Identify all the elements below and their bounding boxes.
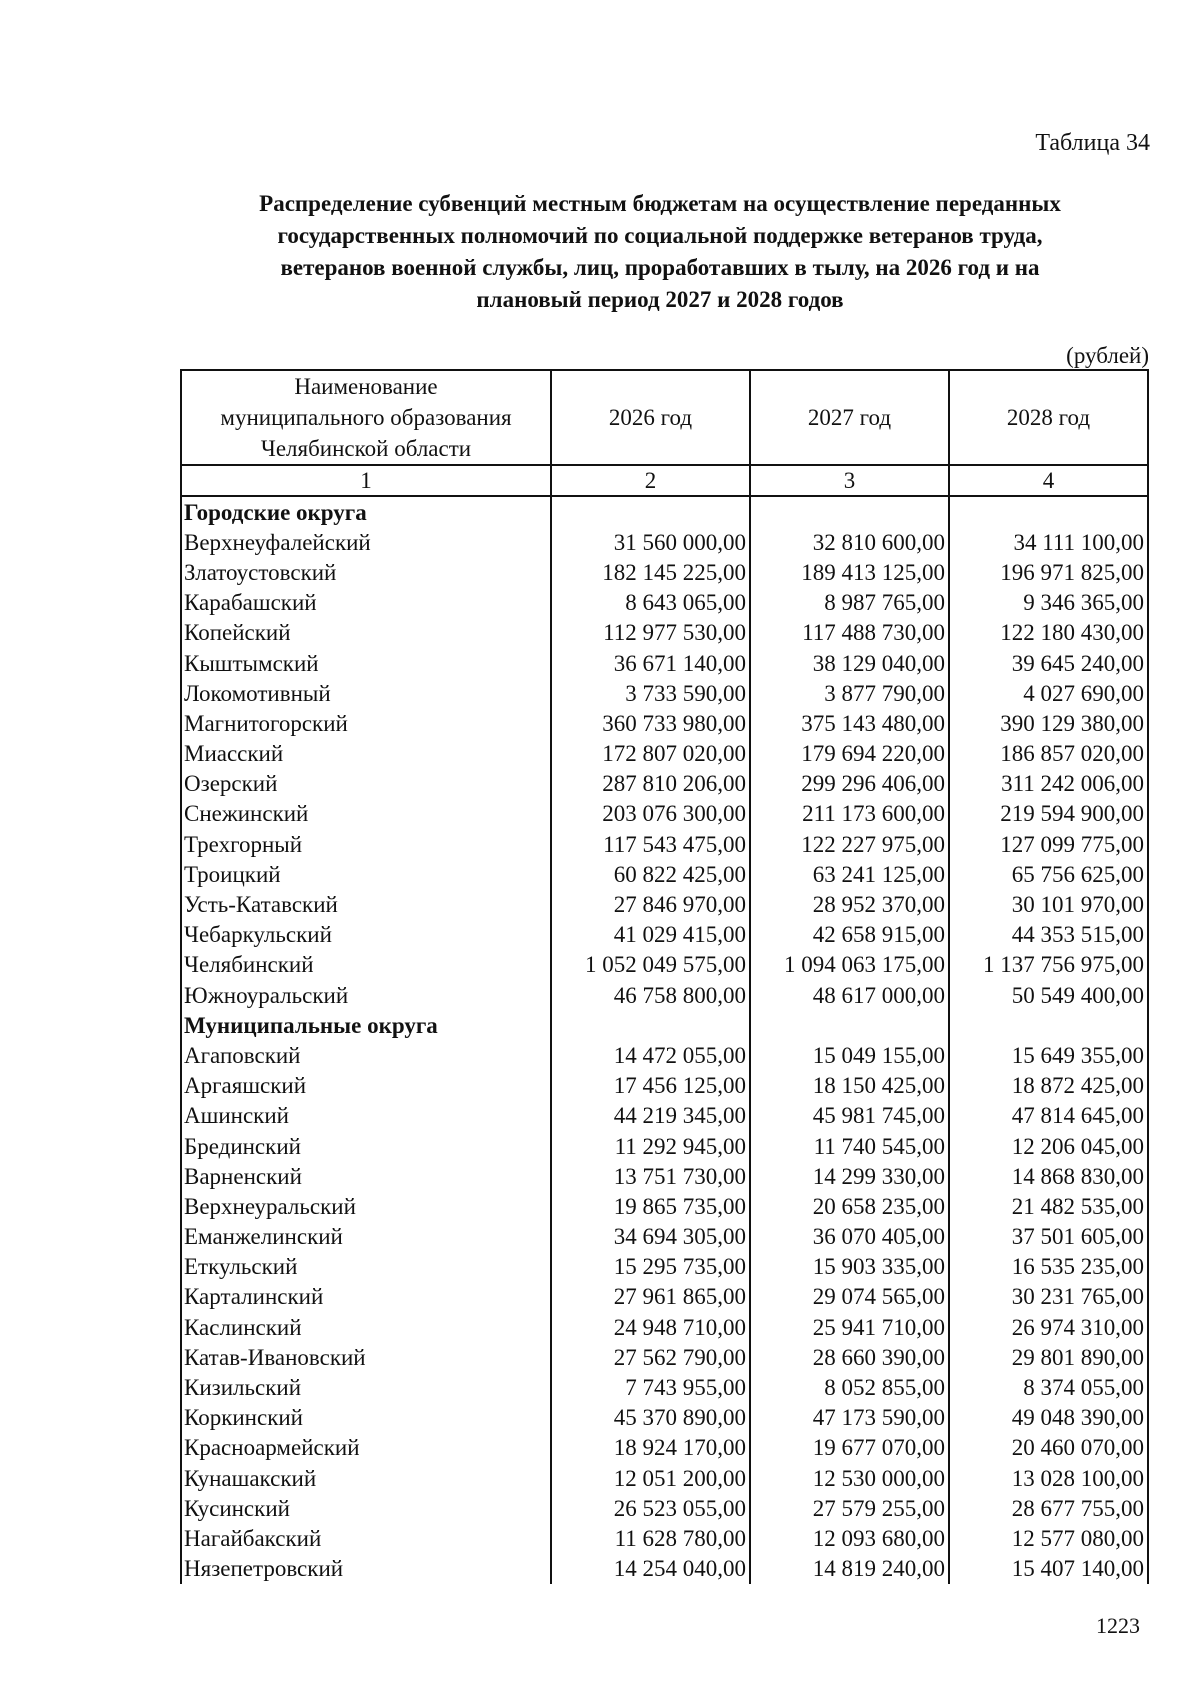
municipality-name: Магнитогорский xyxy=(181,708,551,738)
municipality-name: Еткульский xyxy=(181,1252,551,1282)
amount-2028: 47 814 645,00 xyxy=(949,1101,1148,1131)
unit-label: (рублей) xyxy=(1066,343,1149,368)
column-number: 1 xyxy=(181,465,551,496)
amount-2027: 8 052 855,00 xyxy=(750,1372,949,1402)
amount-2028: 30 231 765,00 xyxy=(949,1282,1148,1312)
amount-2026: 24 948 710,00 xyxy=(551,1312,750,1342)
table-row xyxy=(181,708,1148,738)
header-2027: 2027 год xyxy=(750,370,949,465)
amount-2026: 117 543 475,00 xyxy=(551,829,750,859)
municipality-name: Кунашакский xyxy=(181,1463,551,1493)
municipality-name: Верхнеуфалейский xyxy=(181,527,551,557)
municipality-name: Снежинский xyxy=(181,799,551,829)
amount-2027: 3 877 790,00 xyxy=(750,678,949,708)
municipality-name: Каслинский xyxy=(181,1312,551,1342)
amount-2027: 189 413 125,00 xyxy=(750,557,949,587)
section-title: Городские округа xyxy=(181,496,551,527)
header-name-line: Наименование xyxy=(294,374,438,399)
header-name-line: Челябинской области xyxy=(260,436,472,461)
amount-2026: 1 052 049 575,00 xyxy=(551,950,750,980)
amount-2026: 41 029 415,00 xyxy=(551,920,750,950)
municipality-name: Кизильский xyxy=(181,1372,551,1402)
amount-2028: 186 857 020,00 xyxy=(949,739,1148,769)
municipality-name: Озерский xyxy=(181,769,551,799)
amount-2028: 37 501 605,00 xyxy=(949,1222,1148,1252)
section-header-row xyxy=(181,1010,1148,1040)
amount-2027: 18 150 425,00 xyxy=(750,1071,949,1101)
table-row xyxy=(181,557,1148,587)
amount-2026: 203 076 300,00 xyxy=(551,799,750,829)
amount-2028: 12 206 045,00 xyxy=(949,1131,1148,1161)
table-row xyxy=(181,1161,1148,1191)
amount-2026: 14 472 055,00 xyxy=(551,1040,750,1070)
table-row xyxy=(181,1312,1148,1342)
title-line: государственных полномочий по социальной поддержке ветеранов труда, xyxy=(277,223,1043,248)
amount-2026: 8 643 065,00 xyxy=(551,588,750,618)
amount-2028: 34 111 100,00 xyxy=(949,527,1148,557)
table-row xyxy=(181,859,1148,889)
municipality-name: Верхнеуральский xyxy=(181,1191,551,1221)
amount-2026: 11 292 945,00 xyxy=(551,1131,750,1161)
table-row xyxy=(181,1282,1148,1312)
amount-2026: 19 865 735,00 xyxy=(551,1191,750,1221)
table-row xyxy=(181,648,1148,678)
amount-2028: 196 971 825,00 xyxy=(949,557,1148,587)
amount-2026: 12 051 200,00 xyxy=(551,1463,750,1493)
municipality-name: Ашинский xyxy=(181,1101,551,1131)
municipality-name: Чебаркульский xyxy=(181,920,551,950)
amount-2028: 390 129 380,00 xyxy=(949,708,1148,738)
amount-2027: 122 227 975,00 xyxy=(750,829,949,859)
municipality-name: Коркинский xyxy=(181,1403,551,1433)
amount-2027: 12 093 680,00 xyxy=(750,1523,949,1553)
municipality-name: Аргаяшский xyxy=(181,1071,551,1101)
amount-2027: 1 094 063 175,00 xyxy=(750,950,949,980)
table-body xyxy=(181,496,1148,1584)
table-label: Таблица 34 xyxy=(1035,130,1150,156)
municipality-name: Усть-Катавский xyxy=(181,889,551,919)
amount-2026: 172 807 020,00 xyxy=(551,739,750,769)
municipality-name: Челябинский xyxy=(181,950,551,980)
amount-2027: 45 981 745,00 xyxy=(750,1101,949,1131)
table-row xyxy=(181,1493,1148,1523)
amount-2028: 20 460 070,00 xyxy=(949,1433,1148,1463)
amount-2026: 27 846 970,00 xyxy=(551,889,750,919)
amount-2028 xyxy=(949,496,1148,527)
amount-2028: 29 801 890,00 xyxy=(949,1342,1148,1372)
amount-2026: 3 733 590,00 xyxy=(551,678,750,708)
subvention-table xyxy=(180,369,1149,1584)
table-row xyxy=(181,920,1148,950)
amount-2028: 311 242 006,00 xyxy=(949,769,1148,799)
table-row xyxy=(181,1523,1148,1553)
amount-2026: 15 295 735,00 xyxy=(551,1252,750,1282)
amount-2026: 44 219 345,00 xyxy=(551,1101,750,1131)
table-row xyxy=(181,1252,1148,1282)
table-row xyxy=(181,618,1148,648)
municipality-name: Брединский xyxy=(181,1131,551,1161)
municipality-name: Карабашский xyxy=(181,588,551,618)
table-row xyxy=(181,527,1148,557)
municipality-name: Копейский xyxy=(181,618,551,648)
municipality-name: Варненский xyxy=(181,1161,551,1191)
amount-2028: 219 594 900,00 xyxy=(949,799,1148,829)
amount-2027: 48 617 000,00 xyxy=(750,980,949,1010)
column-number-row xyxy=(181,465,1148,496)
amount-2026: 36 671 140,00 xyxy=(551,648,750,678)
column-number: 3 xyxy=(750,465,949,496)
amount-2027: 20 658 235,00 xyxy=(750,1191,949,1221)
municipality-name: Златоустовский xyxy=(181,557,551,587)
amount-2028: 9 346 365,00 xyxy=(949,588,1148,618)
municipality-name: Троицкий xyxy=(181,859,551,889)
amount-2027: 19 677 070,00 xyxy=(750,1433,949,1463)
amount-2027: 29 074 565,00 xyxy=(750,1282,949,1312)
amount-2027: 63 241 125,00 xyxy=(750,859,949,889)
table-row xyxy=(181,1554,1148,1584)
column-number: 2 xyxy=(551,465,750,496)
amount-2026: 287 810 206,00 xyxy=(551,769,750,799)
amount-2028: 14 868 830,00 xyxy=(949,1161,1148,1191)
amount-2027: 28 660 390,00 xyxy=(750,1342,949,1372)
amount-2028: 28 677 755,00 xyxy=(949,1493,1148,1523)
amount-2027 xyxy=(750,496,949,527)
table-row xyxy=(181,799,1148,829)
header-2028: 2028 год xyxy=(949,370,1148,465)
table-row xyxy=(181,1131,1148,1161)
amount-2026: 27 562 790,00 xyxy=(551,1342,750,1372)
municipality-name: Еманжелинский xyxy=(181,1222,551,1252)
municipality-name: Миасский xyxy=(181,739,551,769)
municipality-name: Нагайбакский xyxy=(181,1523,551,1553)
table-row xyxy=(181,1342,1148,1372)
amount-2026 xyxy=(551,1010,750,1040)
amount-2026: 17 456 125,00 xyxy=(551,1071,750,1101)
amount-2028: 127 099 775,00 xyxy=(949,829,1148,859)
municipality-name: Карталинский xyxy=(181,1282,551,1312)
amount-2028: 39 645 240,00 xyxy=(949,648,1148,678)
municipality-name: Кусинский xyxy=(181,1493,551,1523)
header-2026: 2026 год xyxy=(551,370,750,465)
municipality-name: Красноармейский xyxy=(181,1433,551,1463)
municipality-name: Трехгорный xyxy=(181,829,551,859)
municipality-name: Локомотивный xyxy=(181,678,551,708)
table-row xyxy=(181,1071,1148,1101)
table-row xyxy=(181,588,1148,618)
page-number: 1223 xyxy=(1096,1613,1140,1638)
section-title: Муниципальные округа xyxy=(181,1010,551,1040)
municipality-name: Катав-Ивановский xyxy=(181,1342,551,1372)
table-row xyxy=(181,1463,1148,1493)
amount-2028: 1 137 756 975,00 xyxy=(949,950,1148,980)
table-row xyxy=(181,980,1148,1010)
table-row xyxy=(181,1191,1148,1221)
title-line: ветеранов военной службы, лиц, проработавших в тылу, на 2026 год и на xyxy=(280,255,1040,280)
amount-2026: 11 628 780,00 xyxy=(551,1523,750,1553)
amount-2027: 375 143 480,00 xyxy=(750,708,949,738)
amount-2028: 30 101 970,00 xyxy=(949,889,1148,919)
amount-2027: 47 173 590,00 xyxy=(750,1403,949,1433)
table-row xyxy=(181,1222,1148,1252)
amount-2027: 27 579 255,00 xyxy=(750,1493,949,1523)
municipality-name: Агаповский xyxy=(181,1040,551,1070)
amount-2026: 31 560 000,00 xyxy=(551,527,750,557)
table-row xyxy=(181,950,1148,980)
amount-2026: 182 145 225,00 xyxy=(551,557,750,587)
municipality-name: Нязепетровский xyxy=(181,1554,551,1584)
amount-2026: 60 822 425,00 xyxy=(551,859,750,889)
amount-2026: 13 751 730,00 xyxy=(551,1161,750,1191)
amount-2027: 14 299 330,00 xyxy=(750,1161,949,1191)
amount-2026: 26 523 055,00 xyxy=(551,1493,750,1523)
amount-2028: 21 482 535,00 xyxy=(949,1191,1148,1221)
amount-2028: 16 535 235,00 xyxy=(949,1252,1148,1282)
amount-2028: 13 028 100,00 xyxy=(949,1463,1148,1493)
table-row xyxy=(181,769,1148,799)
amount-2028: 65 756 625,00 xyxy=(949,859,1148,889)
table-header-row xyxy=(181,370,1148,465)
amount-2026: 34 694 305,00 xyxy=(551,1222,750,1252)
amount-2028: 15 407 140,00 xyxy=(949,1554,1148,1584)
amount-2027: 15 049 155,00 xyxy=(750,1040,949,1070)
table-row xyxy=(181,1433,1148,1463)
amount-2026: 360 733 980,00 xyxy=(551,708,750,738)
table-row xyxy=(181,678,1148,708)
amount-2026: 46 758 800,00 xyxy=(551,980,750,1010)
amount-2028: 18 872 425,00 xyxy=(949,1071,1148,1101)
municipality-name: Южноуральский xyxy=(181,980,551,1010)
amount-2028: 4 027 690,00 xyxy=(949,678,1148,708)
amount-2028: 15 649 355,00 xyxy=(949,1040,1148,1070)
amount-2027: 8 987 765,00 xyxy=(750,588,949,618)
amount-2027: 12 530 000,00 xyxy=(750,1463,949,1493)
amount-2027: 299 296 406,00 xyxy=(750,769,949,799)
table-row xyxy=(181,1403,1148,1433)
amount-2026: 27 961 865,00 xyxy=(551,1282,750,1312)
amount-2028: 8 374 055,00 xyxy=(949,1372,1148,1402)
column-number: 4 xyxy=(949,465,1148,496)
table-row xyxy=(181,829,1148,859)
amount-2027: 38 129 040,00 xyxy=(750,648,949,678)
table-row xyxy=(181,1040,1148,1070)
amount-2027: 11 740 545,00 xyxy=(750,1131,949,1161)
subvention-table-container xyxy=(180,369,1147,1584)
amount-2027: 14 819 240,00 xyxy=(750,1554,949,1584)
amount-2027: 179 694 220,00 xyxy=(750,739,949,769)
amount-2026: 7 743 955,00 xyxy=(551,1372,750,1402)
amount-2026: 45 370 890,00 xyxy=(551,1403,750,1433)
amount-2028 xyxy=(949,1010,1148,1040)
header-municipality xyxy=(181,370,551,465)
amount-2028: 12 577 080,00 xyxy=(949,1523,1148,1553)
amount-2027 xyxy=(750,1010,949,1040)
amount-2026: 112 977 530,00 xyxy=(551,618,750,648)
amount-2026 xyxy=(551,496,750,527)
header-name-line: муниципального образования xyxy=(220,405,512,430)
section-header-row xyxy=(181,496,1148,527)
title-line: плановый период 2027 и 2028 годов xyxy=(476,287,844,312)
municipality-name: Кыштымский xyxy=(181,648,551,678)
document-title xyxy=(160,188,1160,316)
amount-2028: 122 180 430,00 xyxy=(949,618,1148,648)
table-row xyxy=(181,1101,1148,1131)
amount-2027: 211 173 600,00 xyxy=(750,799,949,829)
amount-2026: 14 254 040,00 xyxy=(551,1554,750,1584)
amount-2027: 15 903 335,00 xyxy=(750,1252,949,1282)
title-line: Распределение субвенций местным бюджетам на осуществление переданных xyxy=(259,191,1061,216)
amount-2028: 26 974 310,00 xyxy=(949,1312,1148,1342)
amount-2027: 28 952 370,00 xyxy=(750,889,949,919)
amount-2027: 42 658 915,00 xyxy=(750,920,949,950)
table-row xyxy=(181,739,1148,769)
amount-2027: 32 810 600,00 xyxy=(750,527,949,557)
amount-2026: 18 924 170,00 xyxy=(551,1433,750,1463)
amount-2028: 44 353 515,00 xyxy=(949,920,1148,950)
amount-2028: 50 549 400,00 xyxy=(949,980,1148,1010)
amount-2027: 25 941 710,00 xyxy=(750,1312,949,1342)
table-row xyxy=(181,1372,1148,1402)
amount-2027: 117 488 730,00 xyxy=(750,618,949,648)
amount-2028: 49 048 390,00 xyxy=(949,1403,1148,1433)
table-row xyxy=(181,889,1148,919)
amount-2027: 36 070 405,00 xyxy=(750,1222,949,1252)
